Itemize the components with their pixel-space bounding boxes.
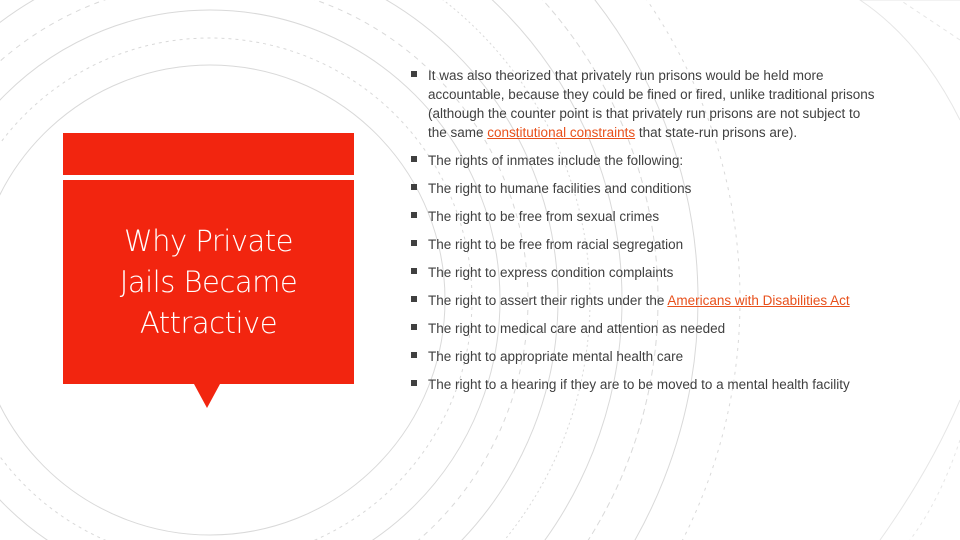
bullet-text: The right to medical care and attention as needed	[428, 321, 726, 336]
bullet-item	[411, 291, 881, 310]
bullet-square-icon	[411, 212, 417, 218]
bullet-item	[411, 235, 881, 254]
bullet-square-icon	[411, 296, 417, 302]
slide-title-line: Attractive	[139, 305, 278, 340]
bullet-item	[411, 263, 881, 282]
bullet-list	[411, 66, 881, 403]
americans-with-disabilities-act-link[interactable]: Americans with Disabilities Act	[667, 293, 850, 308]
bullet-square-icon	[411, 184, 417, 190]
bullet-square-icon	[411, 268, 417, 274]
bullet-text: The right to be free from racial segregation	[428, 237, 684, 252]
bullet-square-icon	[411, 71, 417, 77]
bullet-text: The right to a hearing if they are to be moved to a mental health facility	[428, 377, 850, 392]
title-panel-pointer	[194, 384, 220, 408]
slide-title	[63, 180, 354, 384]
bullet-text: The right to appropriate mental health care	[428, 349, 684, 364]
bullet-square-icon	[411, 380, 417, 386]
bullet-text: The right to assert their rights under the	[428, 293, 668, 308]
bullet-text: The right to express condition complaints	[428, 265, 674, 280]
bullet-text: The right to be free from sexual crimes	[428, 209, 660, 224]
bullet-item	[411, 319, 881, 338]
bullet-item	[411, 375, 881, 394]
constitutional-constraints-link[interactable]: constitutional constraints	[487, 125, 636, 140]
bullet-text: The rights of inmates include the following:	[428, 153, 684, 168]
bullet-item	[411, 347, 881, 366]
bullet-item	[411, 151, 881, 170]
bullet-square-icon	[411, 352, 417, 358]
bullet-item	[411, 179, 881, 198]
bullet-text: It was also theorized that privately run prisons would be held more accountable, because they could be fined or fired, unlike traditional prisons (although the counter point is that privately run prisons are not subject to the same	[428, 68, 875, 140]
bullet-square-icon	[411, 156, 417, 162]
bullet-square-icon	[411, 240, 417, 246]
slide-title-line: Jails Became	[119, 264, 298, 299]
slide-title-line: Why Private	[123, 223, 294, 258]
bullet-item	[411, 66, 881, 142]
bullet-square-icon	[411, 324, 417, 330]
bullet-text: that state-run prisons are).	[635, 125, 798, 140]
bullet-item	[411, 207, 881, 226]
bullet-text: The right to humane facilities and conditions	[428, 181, 692, 196]
accent-bar	[63, 133, 354, 175]
